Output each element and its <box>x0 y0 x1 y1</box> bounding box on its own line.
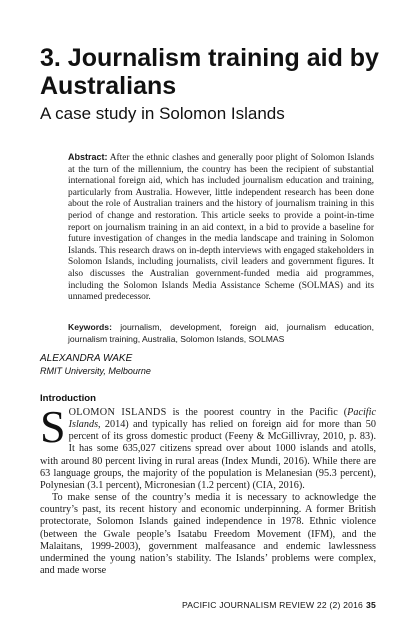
citation-italic: Pacific Islands <box>68 407 376 431</box>
paragraph-text: , 2014) and typically has relied on foreign aid for more than 50 percent of its gross domestic product (Feeny & McGillivray, 2010, p. 83). It has some 635,027 citizens spread over about 1000 islands and atolls, with around 80 percent living in rural areas (Index Mundi, 2016). While there are 63 language groups, the majority of the population is Melanesian (95.3 percent), Polynesian (3.1 percent), Micronesian (1.2 percent) (CIA, 2016). <box>40 419 376 491</box>
keywords <box>68 322 374 345</box>
abstract-text: After the ethnic clashes and generally poor plight of Solomon Islands at the turn of the millennium, the country has been the recipient of substantial international foreign aid, which has included journalism education and training, particularly from Australia. However, little independent research has been done about the role of Australian trainers and the history of journalism training in this period of change and restoration. This article seeks to provide a point-in-time report on journalism training in an aid context, in a bid to provide a baseline for future investigation of changes in the media landscape and training in Solomon Islands. This research draws on in-depth interviews with engaged stakeholders in Solomon Islands, including journalists, civil leaders and government figures. It also discusses the Australian government-funded media aid programmes, including the Solomon Islands Media Assistance Scheme (SOLMAS) and its unnamed predecessor. <box>68 153 374 303</box>
journal-name: PACIFIC JOURNALISM REVIEW 22 (2) 2016 <box>181 600 364 610</box>
keywords-label: Keywords: <box>68 322 112 332</box>
chapter-title: 3. Journalism training aid by Australians <box>40 44 379 100</box>
body-paragraph <box>40 401 376 492</box>
drop-cap: S <box>40 401 66 452</box>
page-footer <box>182 600 376 610</box>
body-paragraph: To make sense of the country’s media it is necessary to acknowledge the country’s past, its recent history and economic underpinning. A former British protectorate, Solomon Islands gained independence in 1978. Ethnic violence (between the Gwale people’s Isatabu Freedom Movement (IFM), and the Malaitans, 1999-2003), government malfeasance and endemic lawlessness undermined the young nation’s stability. The Islands’ problems were complex, and made worse <box>40 492 376 577</box>
author-affiliation: RMIT University, Melbourne <box>40 366 151 376</box>
chapter-subtitle: A case study in Solomon Islands <box>40 104 285 123</box>
keywords-text: journalism, development, foreign aid, journalism education, journalism training, Australia, Solomon Islands, SOLMAS <box>68 322 374 344</box>
section-heading-introduction: Introduction <box>40 393 96 404</box>
body-text <box>40 401 376 577</box>
paragraph-text: is the poorest country in the Pacific ( <box>166 407 348 418</box>
abstract-label: Abstract: <box>68 152 108 162</box>
abstract <box>68 152 374 304</box>
lead-in: OLOMON ISLANDS <box>68 407 167 418</box>
page-number: 35 <box>366 600 376 610</box>
author-name: ALEXANDRA WAKE <box>40 353 133 364</box>
